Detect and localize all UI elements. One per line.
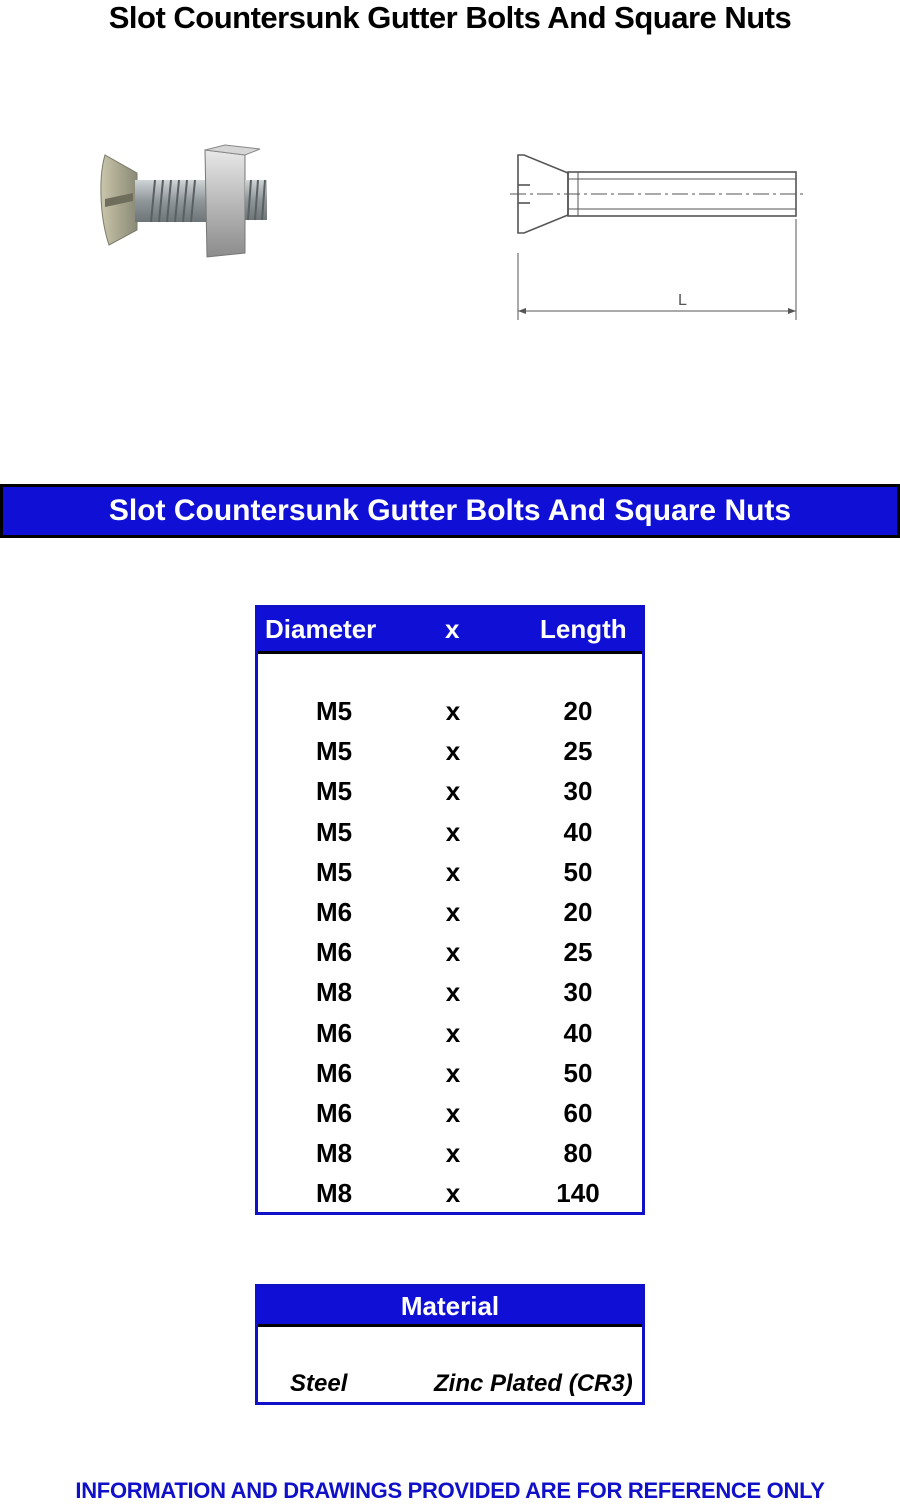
diameter-cell: M6 [315, 937, 353, 968]
table-row [258, 1176, 642, 1216]
times-cell: x [445, 816, 461, 847]
times-cell: x [445, 1138, 461, 1169]
header-diameter: Diameter [265, 614, 377, 644]
diameter-cell: M8 [315, 977, 353, 1008]
header-length: Length [540, 614, 627, 644]
length-cell: 40 [563, 816, 593, 847]
page-title: Slot Countersunk Gutter Bolts And Square Nuts [108, 0, 792, 35]
table-row [258, 774, 642, 814]
length-cell: 60 [563, 1097, 593, 1128]
times-cell: x [445, 1017, 461, 1048]
size-table-body [258, 694, 642, 1216]
material-header: Material [258, 1287, 642, 1327]
length-cell: 25 [563, 736, 593, 767]
diameter-cell: M5 [315, 736, 353, 767]
length-cell: 80 [563, 1138, 593, 1169]
material-value: Steel [290, 1370, 348, 1397]
diameter-cell: M5 [315, 816, 353, 847]
diameter-cell: M5 [315, 696, 353, 726]
length-cell: 20 [563, 696, 593, 726]
table-row [258, 895, 642, 935]
size-table-header [258, 608, 642, 654]
length-cell: 40 [563, 1017, 593, 1048]
table-row [258, 815, 642, 855]
diameter-cell: M5 [315, 856, 353, 887]
table-row [258, 734, 642, 774]
diameter-cell: M6 [315, 1097, 353, 1128]
times-cell: x [445, 1097, 461, 1128]
times-cell: x [445, 736, 461, 767]
length-cell: 140 [556, 1178, 600, 1209]
times-cell: x [445, 1178, 461, 1209]
diameter-cell: M5 [315, 776, 353, 807]
length-cell: 50 [563, 856, 593, 887]
times-cell: x [445, 776, 461, 807]
diameter-cell: M8 [315, 1178, 353, 1209]
dimension-label: L [678, 292, 687, 309]
table-row [258, 1096, 642, 1136]
bolt-photo [95, 135, 275, 265]
bolt-technical-drawing [500, 145, 860, 330]
header-x: x [445, 614, 460, 644]
table-row [258, 1136, 642, 1176]
length-cell: 30 [563, 776, 593, 807]
length-cell: 25 [563, 937, 593, 968]
times-cell: x [445, 1057, 461, 1088]
table-row [258, 935, 642, 975]
diameter-cell: M6 [315, 1057, 353, 1088]
table-row [258, 855, 642, 895]
times-cell: x [445, 696, 461, 726]
times-cell: x [445, 856, 461, 887]
diameter-cell: M6 [315, 896, 353, 927]
table-row [258, 1056, 642, 1096]
length-cell: 20 [563, 896, 593, 927]
size-table [255, 605, 645, 1215]
times-cell: x [445, 977, 461, 1008]
section-banner: Slot Countersunk Gutter Bolts And Square Nuts [0, 484, 900, 538]
disclaimer-footer: INFORMATION AND DRAWINGS PROVIDED ARE FOR REFERENCE ONLY [75, 1478, 825, 1503]
table-row [258, 1016, 642, 1056]
table-row [258, 694, 642, 734]
material-table [255, 1284, 645, 1405]
finish-value: Zinc Plated (CR3) [434, 1370, 633, 1397]
table-row [258, 975, 642, 1015]
times-cell: x [445, 896, 461, 927]
diameter-cell: M8 [315, 1138, 353, 1169]
length-cell: 50 [563, 1057, 593, 1088]
times-cell: x [445, 937, 461, 968]
length-cell: 30 [563, 977, 593, 1008]
diameter-cell: M6 [315, 1017, 353, 1048]
